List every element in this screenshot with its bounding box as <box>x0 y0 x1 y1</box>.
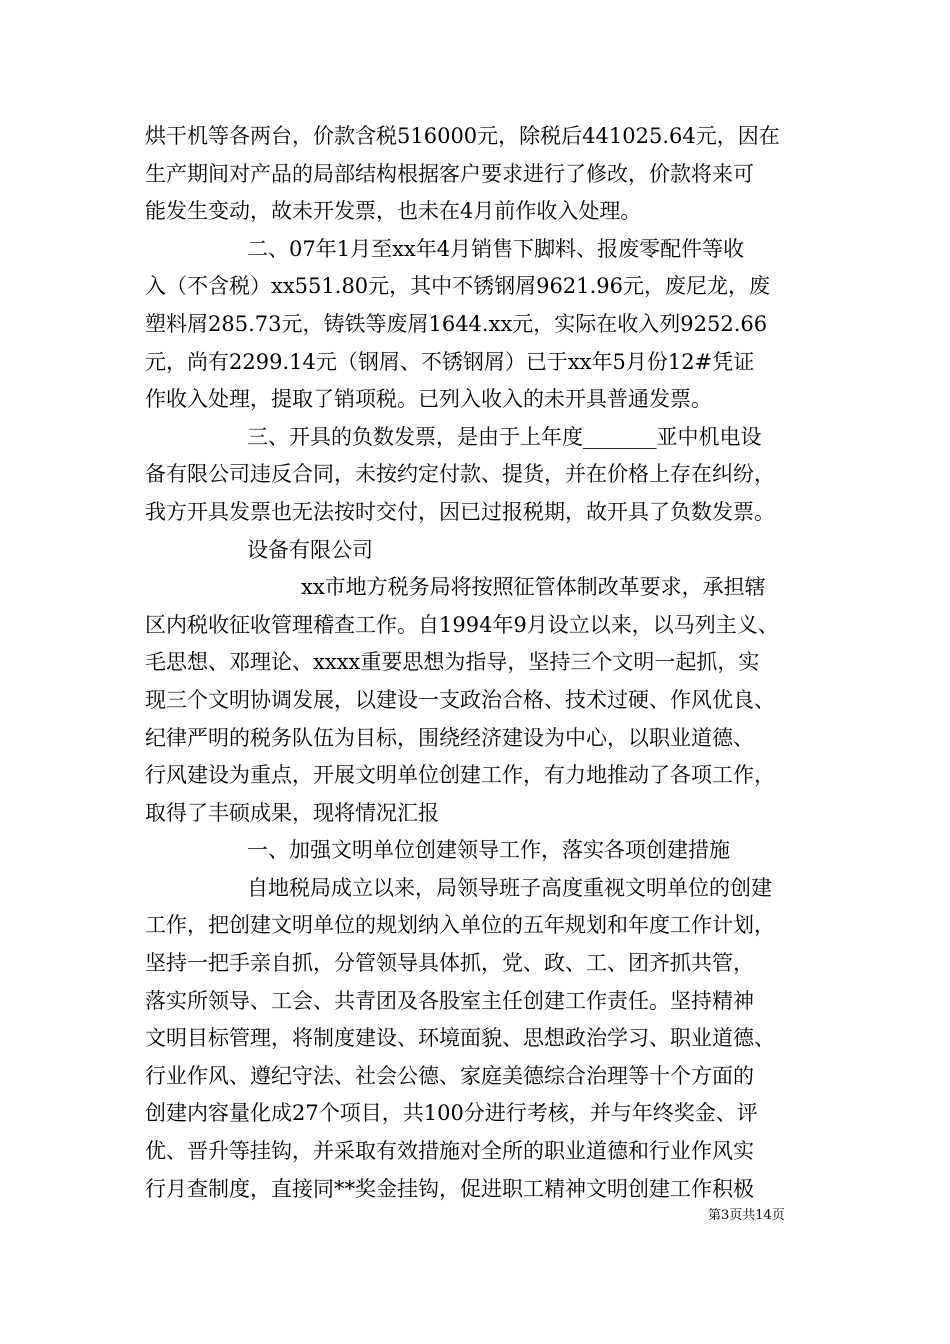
body-text <box>145 118 807 1208</box>
text-line: 优、晋升等挂钩，并采取有效措施对全所的职业道德和行业作风实 <box>145 1139 754 1164</box>
text-line: 文明目标管理，将制度建设、环境面貌、思想政治学习、职业道德、 <box>145 1026 775 1051</box>
paragraph-start-line: 自地税局成立以来，局领导班子高度重视文明单位的创建 <box>247 875 772 900</box>
paragraph-start-line: xx市地方税务局将按照征管体制改革要求，承担辖 <box>301 575 766 600</box>
text-line: 工作，把创建文明单位的规划纳入单位的五年规划和年度工作计划， <box>145 913 775 938</box>
text-line: 落实所领导、工会、共青团及各股室主任创建工作责任。坚持精神 <box>145 988 754 1013</box>
text-line: 创建内容量化成27个项目，共100分进行考核，并与年终奖金、评 <box>145 1101 758 1126</box>
text-line: 作收入处理，提取了销项税。已列入收入的未开具普通发票。 <box>145 387 712 412</box>
section-heading-line: 二、07年1月至xx年4月销售下脚料、报废零配件等收 <box>247 236 745 261</box>
text-line: 取得了丰硕成果，现将情况汇报 <box>145 800 439 825</box>
section-heading-line: 一、加强文明单位创建领导工作，落实各项创建措施 <box>247 838 730 863</box>
text-line: 纪律严明的税务队伍为目标，围绕经济建设为中心，以职业道德、 <box>145 725 754 750</box>
text-line: 行月查制度，直接同**奖金挂钩，促进职工精神文明创建工作积极 <box>145 1176 754 1201</box>
text-line: 备有限公司违反合同，未按约定付款、提货，并在价格上存在纠纷， <box>145 462 775 487</box>
text-line: 生产期间对产品的局部结构根据客户要求进行了修改，价款将来可 <box>145 161 754 186</box>
text-line: 塑料屑285.73元，铸铁等废屑1644.xx元，实际在收入列9252.66 <box>145 311 768 336</box>
text-line: 入（不含税）xx551.80元，其中不锈钢屑9621.96元，废尼龙，废 <box>145 274 771 299</box>
text-line: 我方开具发票也无法按时交付，因已过报税期，故开具了负数发票。 <box>145 499 775 524</box>
section-heading-line: 三、开具的负数发票，是由于上年度_______亚中机电设 <box>247 424 762 449</box>
text-line: 行风建设为重点，开展文明单位创建工作，有力地推动了各项工作， <box>145 763 775 788</box>
text-line: 坚持一把手亲自抓，分管领导具体抓，党、政、工、团齐抓共管， <box>145 951 754 976</box>
text-line: 行业作风、遵纪守法、社会公德、家庭美德综合治理等十个方面的 <box>145 1063 754 1088</box>
text-line: 能发生变动，故未开发票，也未在4月前作收入处理。 <box>145 199 642 224</box>
text-line: 毛思想、邓理论、xxxx重要思想为指导，坚持三个文明一起抓，实 <box>145 650 760 675</box>
text-line: 烘干机等各两台，价款含税516000元，除税后441025.64元，因在 <box>145 124 780 148</box>
page-number-footer: 第3页共14页 <box>708 1208 785 1223</box>
text-line: 区内税收征收管理稽查工作。自1994年9月设立以来，以马列主义、 <box>145 612 779 637</box>
company-name-line: 设备有限公司 <box>247 537 373 562</box>
text-line: 元，尚有2299.14元（钢屑、不锈钢屑）已于xx年5月份12#凭证 <box>145 349 755 374</box>
text-line: 现三个文明协调发展，以建设一支政治合格、技术过硬、作风优良、 <box>145 687 775 712</box>
